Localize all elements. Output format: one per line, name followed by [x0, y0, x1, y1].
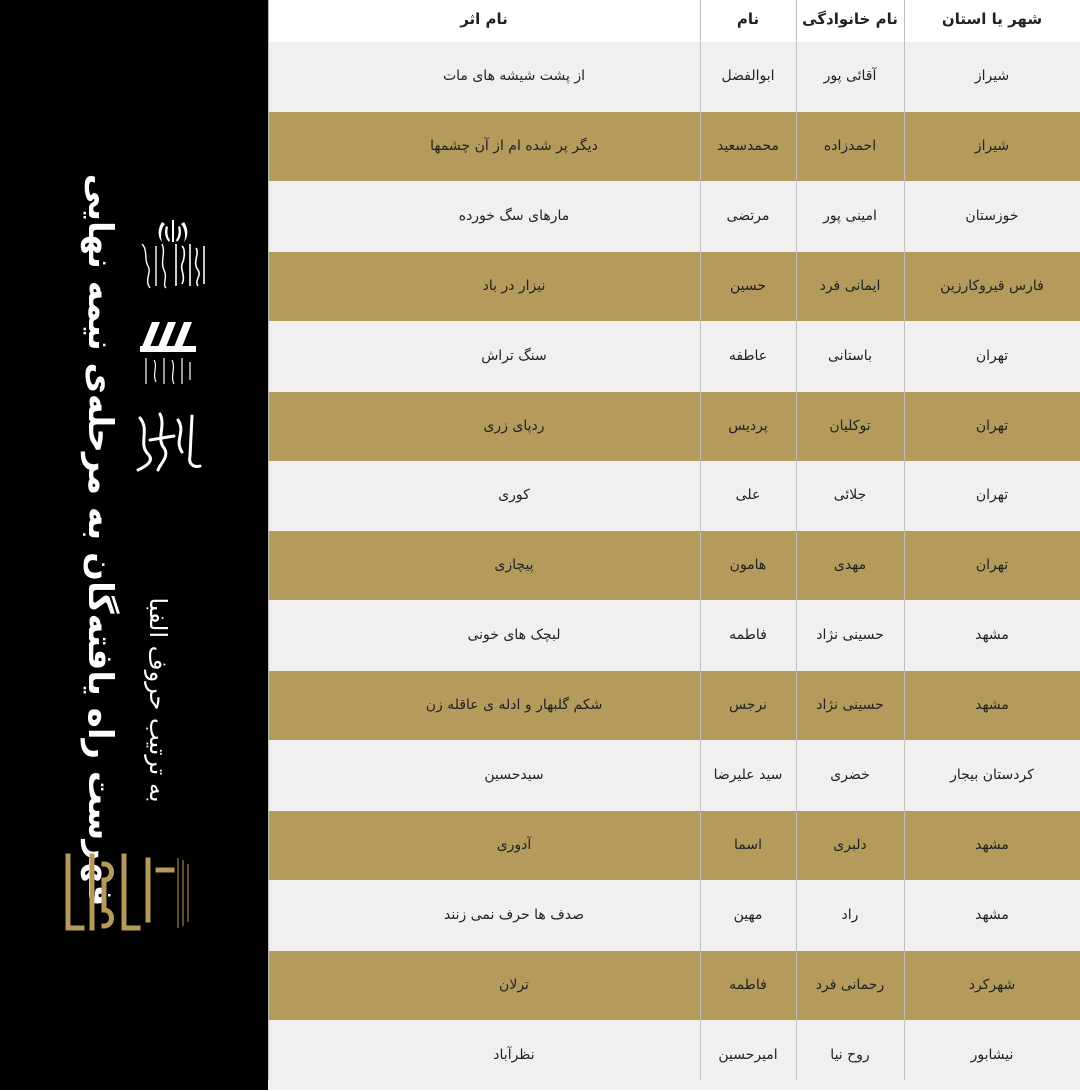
cell-name: ابوالفضل	[721, 68, 775, 84]
cell-city: شهرکرد	[968, 976, 1016, 993]
cell-family: باستانی	[828, 347, 872, 364]
logo1-script2-icon	[138, 240, 170, 292]
cell-name: اسما	[734, 836, 762, 853]
cell-city: شیراز	[974, 137, 1010, 154]
cell-city: تهران	[975, 417, 1009, 434]
cell-name: محمدسعید	[716, 137, 780, 154]
table-row	[268, 741, 1080, 810]
cell-city: فارس قیروکارزین	[940, 277, 1044, 294]
table-row	[268, 322, 1080, 391]
table-row	[268, 461, 1080, 530]
cell-work: صدف ها حرف نمی زنند	[444, 906, 584, 923]
results-table	[268, 0, 1080, 1080]
table-row	[268, 951, 1080, 1020]
society-logo	[138, 318, 200, 388]
column-divider	[700, 0, 701, 1080]
table-row	[268, 42, 1080, 111]
column-divider	[904, 0, 905, 1080]
cell-work: از پشت شیشه های مات	[442, 68, 586, 84]
cell-work: شکم گلبهار و ادله ی عاقله زن	[425, 697, 603, 714]
sidebar	[0, 0, 268, 1080]
cell-family: امینی پور	[823, 207, 877, 224]
header-family: نام خانوادگی	[802, 10, 898, 28]
cell-work: نظرآباد	[493, 1046, 535, 1063]
cell-family: خضری	[830, 767, 870, 783]
cell-family: حسینی نژاد	[816, 697, 884, 714]
cell-name: هامون	[729, 557, 767, 574]
cell-name: نرجس	[728, 697, 768, 714]
table-row	[268, 252, 1080, 321]
cell-name: مرتضی	[726, 207, 770, 224]
cell-name: فاطمه	[729, 976, 767, 993]
page-subtitle: به ترتیب حروف الفبا	[144, 597, 172, 803]
cell-name: امیرحسین	[718, 1046, 778, 1063]
cell-work: نیزار در باد	[482, 277, 546, 294]
cell-family: احمدزاده	[823, 137, 877, 154]
table-row	[268, 811, 1080, 880]
cell-work: ردپای زری	[483, 417, 545, 434]
cell-family: مهدی	[833, 557, 867, 574]
cell-work: سنگ تراش	[481, 347, 547, 364]
cell-name: علی	[735, 487, 761, 504]
table-row	[268, 531, 1080, 600]
cell-work: ترلان	[499, 976, 529, 993]
column-divider	[796, 0, 797, 1080]
table-row	[268, 601, 1080, 670]
cell-name: فاطمه	[729, 627, 767, 644]
header-work: نام اثر	[460, 10, 508, 28]
table-row	[268, 112, 1080, 181]
table-header	[268, 0, 1080, 44]
cell-family: دلبری	[833, 836, 867, 853]
cell-city: کردستان بیجار	[950, 767, 1034, 783]
table-row	[268, 881, 1080, 950]
cell-name: سید علیرضا	[713, 767, 783, 783]
cell-family: جلائی	[833, 487, 867, 504]
cell-name: عاطفه	[728, 347, 768, 364]
festival-logo	[62, 850, 192, 934]
cell-work: کوری	[498, 487, 530, 504]
festival-logo-icon	[62, 850, 192, 934]
cell-family: رحمانی فرد	[815, 976, 885, 993]
cell-city: مشهد	[975, 627, 1009, 644]
cell-family: آقائی پور	[823, 68, 877, 84]
header-name: نام	[736, 10, 760, 28]
cell-work: پیچازی	[494, 557, 534, 574]
cell-name: مهین	[733, 906, 763, 923]
cell-work: مارهای سگ خورده	[458, 207, 570, 224]
cell-work: لبچک های خونی	[467, 627, 561, 644]
page-title: فهرست راه یافته‌گان به مرحله‌ی نیمه نهایی	[80, 173, 120, 907]
cell-city: تهران	[975, 347, 1009, 364]
cell-work: دیگر پر شده ام از آن چشمها	[430, 137, 598, 154]
cell-family: ایمانی فرد	[819, 277, 881, 294]
column-divider	[268, 0, 269, 1080]
calligraphy-logo-icon	[130, 410, 206, 474]
cell-work: سیدحسین	[484, 767, 544, 783]
cell-name: پردیس	[728, 417, 768, 434]
cell-city: مشهد	[975, 697, 1009, 714]
logo1-script-icon	[172, 240, 212, 290]
society-logo-icon	[138, 318, 200, 388]
cell-city: مشهد	[975, 836, 1009, 853]
table-row	[268, 182, 1080, 251]
cell-city: مشهد	[975, 906, 1009, 923]
table-row	[268, 392, 1080, 461]
calligraphy-logo	[130, 410, 206, 474]
table-row	[268, 1021, 1080, 1090]
cell-family: حسینی نژاد	[816, 627, 884, 644]
cell-city: تهران	[975, 557, 1009, 574]
cell-family: راد	[841, 906, 859, 923]
table-row	[268, 671, 1080, 740]
cell-city: نیشابور	[970, 1046, 1014, 1063]
cell-work: آدوری	[496, 836, 532, 853]
cell-city: خوزستان	[965, 207, 1019, 224]
cell-name: حسین	[729, 277, 767, 294]
cell-family: توکلیان	[829, 417, 871, 434]
cell-family: روح نیا	[830, 1046, 870, 1063]
cell-city: تهران	[975, 487, 1009, 504]
header-city: شهر یا استان	[941, 10, 1043, 28]
cell-city: شیراز	[974, 68, 1010, 84]
